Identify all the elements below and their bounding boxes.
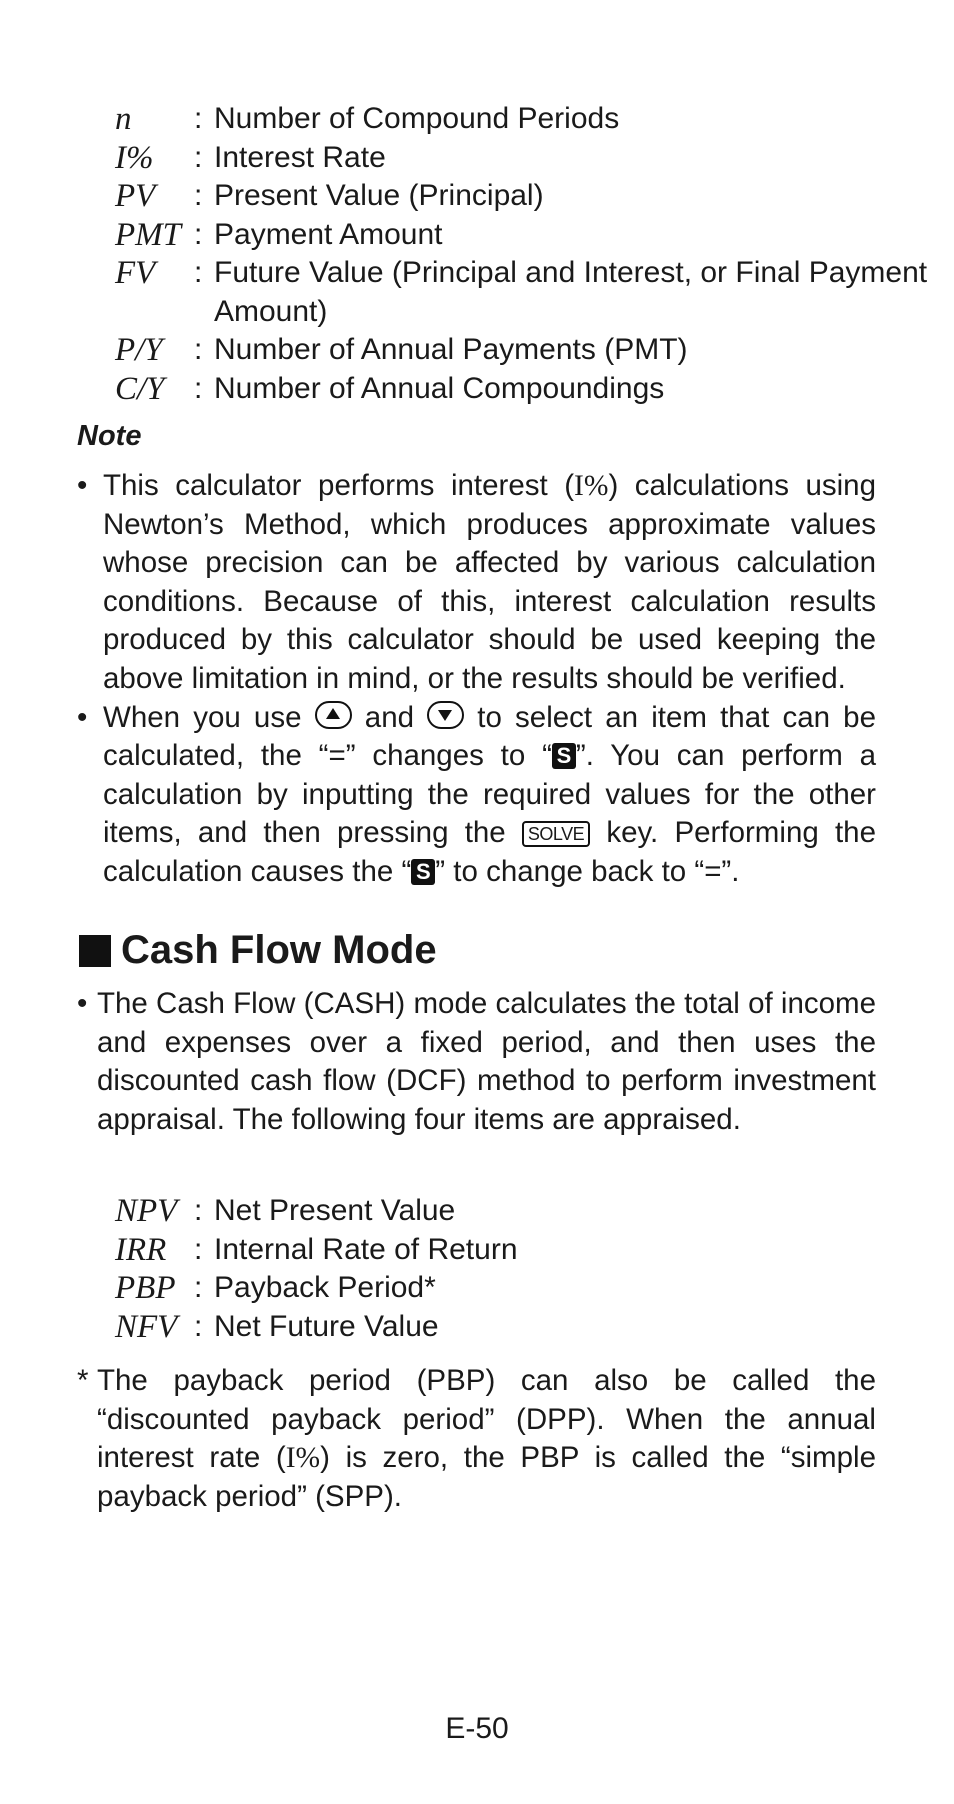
description: Number of Compound Periods — [214, 102, 620, 135]
symbol: NPV — [115, 1193, 178, 1229]
description: Interest Rate — [214, 140, 386, 174]
description: Payment Amount — [214, 217, 443, 251]
description: Net Future Value — [214, 1309, 439, 1343]
description: Net Present Value — [214, 1194, 456, 1227]
solve-indicator-icon: S — [552, 743, 576, 769]
note-heading: Note — [77, 420, 142, 452]
symbol: IRR — [115, 1231, 167, 1268]
symbol: PMT — [115, 216, 181, 253]
symbol: C/Y — [115, 370, 165, 407]
definition-row: FV : Future Value (Principal and Interest, or Final Payment Amount) — [115, 254, 954, 331]
description: Present Value (Principal) — [214, 179, 544, 212]
symbol: PBP — [115, 1270, 176, 1306]
definition-row: PV : Present Value (Principal) — [115, 177, 954, 216]
note-bullet: • When you use and to select an item that can be calculated, the “=” changes to “ S ”. You can perform a calculation by inputting the required values for the other items, and then pressing the SOLVE key. Performing the calculation causes the “ S ” to change back to “=”. — [77, 699, 876, 892]
definition-row: n : Number of Compound Periods — [115, 100, 954, 139]
solve-indicator-icon: S — [411, 859, 435, 885]
footnote: * The payback period (PBP) can also be called the “discounted payback period” (DPP). When the annual interest rate (I%) is zero, the PBP is called the “simple payback period” (SPP). — [77, 1364, 876, 1513]
interest-symbol: I% — [574, 470, 609, 502]
definition-row: NPV : Net Present Value — [115, 1192, 518, 1231]
description: Internal Rate of Return — [214, 1232, 518, 1266]
definition-row: P/Y : Number of Annual Payments (PMT) — [115, 331, 954, 370]
definition-row: C/Y : Number of Annual Compoundings — [115, 370, 954, 409]
section-intro: • The Cash Flow (CASH) mode calculates the total of income and expenses over a fixed period, and then uses the discounted cash flow (DCF) method to perform investment appraisal. The following four items are appraised. — [77, 987, 876, 1136]
up-arrow-key-icon — [315, 701, 352, 729]
symbol: I% — [115, 139, 154, 176]
definition-row: PBP : Payback Period* — [115, 1269, 518, 1308]
symbol: NFV — [115, 1308, 178, 1345]
square-bullet-icon — [79, 935, 111, 967]
cash-flow-items — [115, 1192, 518, 1346]
note-bullets — [77, 467, 876, 892]
description: Number of Annual Compoundings — [214, 371, 665, 405]
definition-row: I% : Interest Rate — [115, 139, 954, 178]
note-bullet: • This calculator performs interest (I%) calculations using Newton’s Method, which produces approximate values whose precision can be affected by various calculation conditions. Because of this, interest calculation results produced by this calculator should be used keeping the above limitation in mind, or the results should be verified. — [77, 467, 876, 699]
symbol: n — [115, 101, 132, 137]
description: Future Value (Principal and Interest, or Final Payment Amount) — [214, 256, 928, 328]
symbol: P/Y — [115, 332, 163, 368]
section-title: Cash Flow Mode — [79, 928, 437, 973]
description: Payback Period* — [214, 1271, 436, 1304]
description: Number of Annual Payments (PMT) — [214, 333, 688, 366]
definition-row: IRR : Internal Rate of Return — [115, 1231, 518, 1268]
definition-row: PMT : Payment Amount — [115, 216, 954, 255]
interest-symbol: I% — [285, 1442, 321, 1475]
symbol: FV — [115, 255, 156, 291]
variable-definitions — [115, 100, 954, 408]
page-number: E-50 — [445, 1712, 509, 1745]
down-arrow-key-icon — [427, 701, 464, 729]
solve-key-icon: SOLVE — [522, 821, 590, 847]
symbol: PV — [115, 178, 156, 214]
definition-row: NFV : Net Future Value — [115, 1308, 518, 1347]
